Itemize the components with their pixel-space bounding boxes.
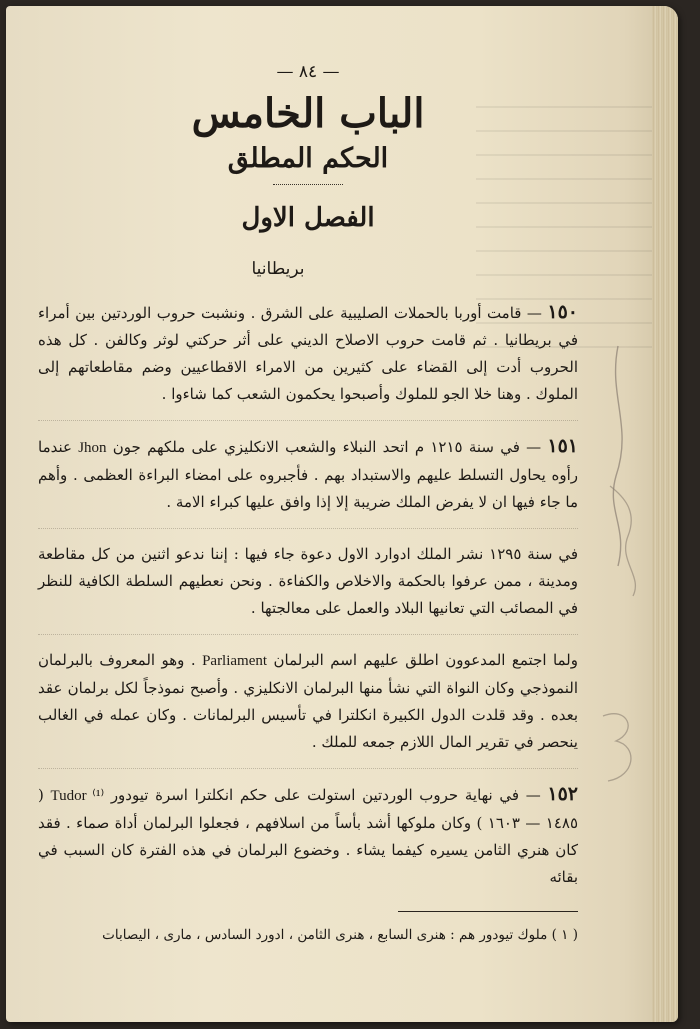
paragraph-150 [38, 299, 578, 408]
paragraph-text: — في سنة ١٢١٥ م اتحد النبلاء والشعب الانكليزي على ملكهم جون [106, 438, 548, 456]
paragraph-text-cont: . وهو المعروف بالبرلمان النموذجي وكان النواة التي نشأ منها البرلمان الانكليزي . وأصبح نموذجاً لكل برلمان عقد بعده . وقد قلدت الدول الكبيرة انكلترا في تأسيس البرلمانات . وكان عمله في الغالب ينحصر في تقرير المال اللازم جمعه للملك . [38, 651, 578, 751]
paragraph-151 [38, 433, 578, 516]
latin-term: Parliament [202, 653, 268, 669]
paragraph-text: — في نهاية حروب الوردتين استولت على حكم انكلترا اسرة تيودور [104, 786, 548, 804]
footnote-rule [398, 911, 578, 912]
latin-term: Tudor ⁽¹⁾ [50, 788, 105, 804]
section-title: الفصل الاول [241, 203, 375, 233]
footnote: ( ١ ) ملوك تيودور هم : هنرى السابع ، هنرى الثامن ، ادورد السادس ، مارى ، اليصابات [102, 927, 578, 943]
chapter-subtitle: الحكم المطلق [227, 143, 389, 174]
paragraph-text-cont: عندما رأوه يحاول التسلط عليهم والاستبداد بهم . فأجبروه على امضاء البراءة العظمى . وأهم ما جاء فيها ان لا يفرض الملك ضريبة إلا إذا وافق عليها كبراء الامة . [38, 438, 578, 511]
paragraph-divider [38, 528, 578, 529]
page-number: — ٨٤ — [276, 62, 340, 82]
handwritten-margin-notes [588, 336, 658, 816]
paragraph-text: ولما اجتمع المدعوون اطلق عليهم اسم البرلمان [267, 651, 578, 669]
section-subtitle: بريطانيا [251, 259, 305, 279]
divider-ornament [273, 184, 343, 185]
chapter-title: الباب الخامس [191, 90, 425, 137]
paragraph-parliament [38, 647, 578, 756]
page-content [38, 62, 578, 946]
paragraph-divider [38, 768, 578, 769]
book-page [6, 6, 678, 1022]
paragraph-number: ١٥١ [547, 435, 578, 457]
paragraph-152 [38, 781, 578, 891]
paragraph-text: في سنة ١٢٩٥ نشر الملك ادوارد الاول دعوة جاء فيها : إننا ندعو اثنين من كل مقاطعة ومدينة ، ممن عرفوا بالحكمة والاخلاص والكفاءة . ونحن نعطيهم السلطة الكافية للنظر في المصائب التي تعانيها البلاد والعمل على معالجتها . [38, 545, 578, 617]
paragraph-text-cont: ( ١٤٨٥ — ١٦٠٣ ) وكان ملوكها أشد بأساً من اسلافهم ، فجعلوا البرلمان أداة صماء . فقد كان هنري الثامن يسيره كيفما يشاء . وخضوع البرلمان في هذه الفترة كان السبب في بقائه [38, 786, 579, 886]
paragraph-number: ١٥٢ [547, 783, 578, 805]
paragraph-divider [38, 634, 578, 635]
paragraph-text: — قامت أوربا بالحملات الصليبية على الشرق . ونشبت حروب الوردتين بين أمراء في بريطانيا . ثم قامت حروب الاصلاح الديني على أثر حركتي لوثر وكالفن . كل هذه الحروب أدت إلى القضاء على كثيرين من الامراء الاقطاعيين وضم مقاطعاتهم إلى الملوك . وهنا خلا الجو للملوك وأصبحوا يحكمون الشعب كما شاءوا . [38, 304, 578, 403]
latin-term: Jhon [78, 440, 107, 456]
paragraph-number: ١٥٠ [547, 301, 578, 323]
paragraph-1295 [38, 541, 578, 622]
paragraph-divider [38, 420, 578, 421]
